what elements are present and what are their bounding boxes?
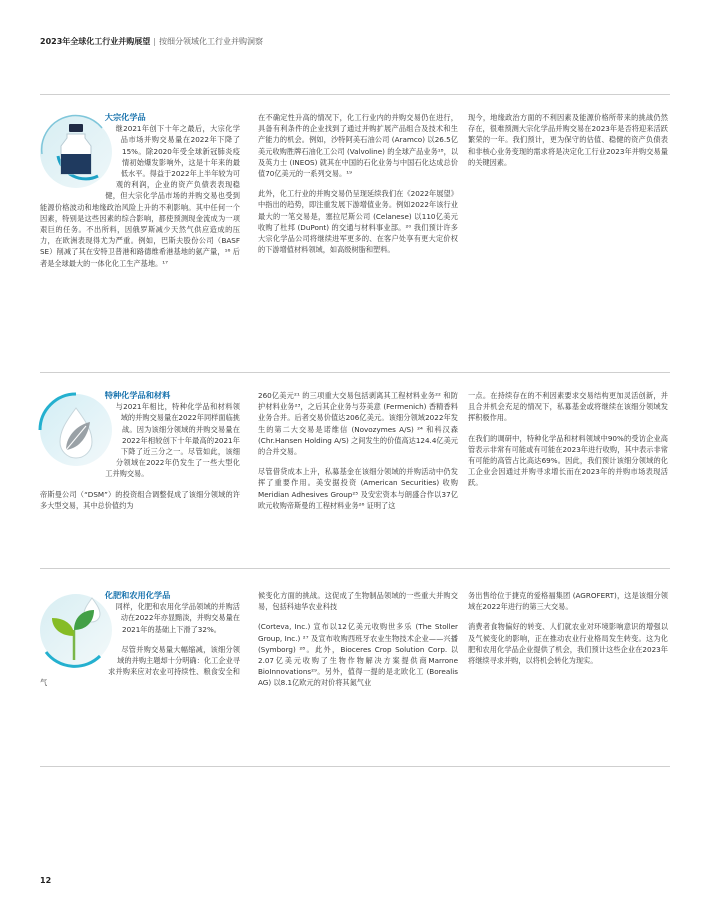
running-header xyxy=(40,36,263,47)
column-2 xyxy=(258,590,458,698)
section-divider xyxy=(40,568,670,569)
column-2 xyxy=(258,112,458,264)
column-1 xyxy=(40,390,240,520)
paragraph: 一点。在持续存在的不利因素要求交易结构更加灵活创新，并且合并机会充足的情况下，私募基金或将继续在该细分领域发挥积极作用。 xyxy=(468,391,668,423)
plant-drop-icon xyxy=(36,590,116,680)
paragraph: 现今，地缘政治方面的不利因素及能源价格所带来的挑战仍然存在，很难预测大宗化学品并购交易在2023年是否将迎来活跃繁荣的一年。我们预计，更为保守的估值、稳健的资产负债表和非核心业务变现的需求将是决定化工行业2023年并购交易量的关键因素。 xyxy=(468,113,668,167)
section-divider xyxy=(40,766,670,767)
paragraph: 同样，化肥和农用化学品领域的并购活动在2022年亦显黯淡，并购交易量在2021年的基础上下滑了32%。 xyxy=(115,602,240,634)
section-title: 化肥和农用化学品 xyxy=(104,590,171,600)
paragraph: 尽管借贷成本上升，私募基金在该细分领域的并购活动中仍发挥了重要作用。美安据投资 (American Securities) 收购Meridian Adhesives Group²⁵ 及安宏资本与朗盛合作以37亿欧元收购帝斯曼的工程材料业务²⁶ 证明了这 xyxy=(258,467,458,510)
paragraph: 候变化方面的挑战。这促成了生物制品领域的一些重大并购交易，包括科迪华农业科技 xyxy=(258,591,458,612)
column-1 xyxy=(40,590,240,698)
column-3 xyxy=(468,590,668,675)
section-fertilizers-agrochemicals xyxy=(40,590,670,760)
section-bulk-chemicals xyxy=(40,112,670,352)
header-separator: | xyxy=(153,37,156,46)
chemical-bottle-icon xyxy=(36,112,116,202)
paragraph: 此外，化工行业的并购交易仍呈现延续我们在《2022年展望》中指出的趋势，即注重发展下游增值业务。例如2022年该行业最大的一笔交易是，塞拉尼斯公司 (Celanese) 以110亿美元收购了杜邦 (DuPont) 的交通与材料事业部。²⁰ 我们预计许多大宗化学品公司将继续进军更多的、在客户处享有更大定价权的下游增值材料领域，如高级树脂和塑料。 xyxy=(258,189,458,255)
column-2 xyxy=(258,390,458,520)
report-title: 2023年全球化工行业并购展望 xyxy=(40,37,151,46)
paragraph: 消费者食物偏好的转变、人们就农业对环境影响意识的增强以及气候变化的影响，正在推动农业行业格局发生转变。这为化肥和农用化学品企业提供了机会，我们预计这些企业在2023年将继续寻求并购，以将机会转化为现实。 xyxy=(468,622,668,666)
column-1 xyxy=(40,112,240,278)
column-3 xyxy=(468,112,668,177)
section-divider xyxy=(40,94,670,95)
section-divider xyxy=(40,372,670,373)
paragraph: 260亿美元²¹ 的三项重大交易包括剥离其工程材料业务²² 和防护材料业务²³，之后其企业务与芬美意 (Fermenich) 香精香料业务合并。后者交易价值达206亿美元。该细分领域2022年发生的第二大交易是诺维信 (Novozymes A/S) ²⁴ 和科汉森 (Chr.Hansen Holding A/S) 之间发生的价值高达124.4亿美元的合并交易。 xyxy=(258,391,458,457)
paragraph: 在我们的调研中，特种化学品和材料领域中90%的受访企业高管表示非常有可能或有可能在2023年进行收购，其中表示非常有可能的高管占比高达69%。因此，我们预计该细分领域的化工企业会因通过并购寻求增长而在2023年的并购市场表现活跃。 xyxy=(468,433,668,488)
paragraph: 在不确定性升高的情况下，化工行业内的并购交易仍在进行，具备有利条件的企业找到了通过并购扩展产品组合及技术和生产能力的机会。例如，沙特阿美石油公司 (Aramco) 以26.5亿美元收购胜牌石油化工公司 (Valvoline) 的全球产品业务¹⁸，以及英力士 (INEOS) 就其在中国的石化业务与中国石化达成总价值70亿美元的一系列交易。¹⁹ xyxy=(258,113,458,179)
column-3 xyxy=(468,390,668,498)
paragraph: 务出售给位于捷克的爱格福集团 (AGROFERT)，这是该细分领域在2022年进行的第三大交易。 xyxy=(468,591,668,612)
paragraph: 与2021年相比，特种化学品和材料领域的并购交易量在2022年同样面临挑战。因为该细分领域的并购交易量在2022年相较创下十年最高的2021年下降了近三分之一。尽管如此，该细分领域在2022年仍发生了一些大型化工并购交易。 xyxy=(105,402,240,479)
paragraph: (Corteva, Inc.) 宣布以12亿美元收购世多乐 (The Stoller Group, Inc.) ²⁷ 及宣布收购西班牙农业生物技术企业——兴播 (Symborg) ²⁸。此外，Bioceres Crop Solution Corp. 以2.07亿美元收购了生物作物解决方案提供商Marrone BioInnovations²⁹。另外，值得一提的是北欧化工 (Borealis AG) 以8.1亿欧元的对价将其氮气业 xyxy=(258,622,458,688)
page-number: 12 xyxy=(40,876,52,885)
section-specialty-chemicals xyxy=(40,390,670,560)
leaf-drop-icon xyxy=(36,390,116,480)
paragraph: 帝斯曼公司（“DSM”）的投资组合调整促成了该细分领域的许多大型交易，其中总价值约为 xyxy=(40,489,240,510)
section-title: 大宗化学品 xyxy=(104,112,146,122)
paragraph: 继2021年创下十年之最后，大宗化学品市场并购交易量在2022年下降了15%。除2020年受全球新冠肺炎疫情初始爆发影响外，这是十年来的最低水平。得益于2022年上半年较为可观的利润，企业的资产负债表表现稳健，但大宗化学品市场的并购交易也受到能源价格波动和地缘政治风险上升的不利影响。其中任何一个因素，特别是这些因素的综合影响，都使预测现金流成为一项艰巨的任务。不出所料，因俄罗斯减少天然气供应造成的压力，在欧洲表现得尤为严重。例如，巴斯夫股份公司（BASF SE）削减了其在安特卫普港和路德维希港基地的氨产量，¹⁶ 后者是全球最大的一体化化工生产基地。¹⁷ xyxy=(40,124,240,268)
paragraph: 尽管并购交易量大幅缩减，该细分领域的并购主题却十分明确：化工企业寻求并购来应对农业可持续性、粮食安全和气 xyxy=(40,644,240,688)
report-subtitle: 按细分领域化工行业并购洞察 xyxy=(158,37,263,46)
section-title: 特种化学品和材料 xyxy=(104,390,171,400)
